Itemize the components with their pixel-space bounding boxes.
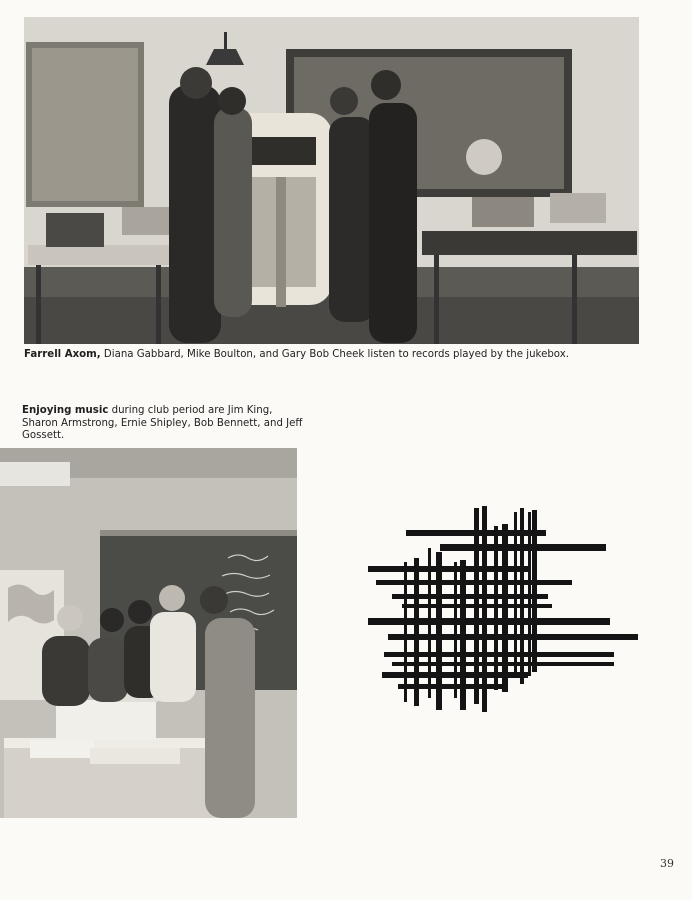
page-number: 39 (660, 857, 674, 870)
club-period-caption (22, 405, 304, 443)
crosshatch-ornament (362, 500, 644, 720)
jukebox-photo-art (24, 17, 639, 344)
caption-text: during club period are Jim King, Sharon Armstrong, Ernie Shipley, Bob Bennett, and Jeff Gossett. (22, 405, 303, 442)
caption-lead-name: Farrell Axom, (24, 349, 101, 360)
club-period-photo (0, 448, 297, 818)
caption-text: Diana Gabbard, Mike Boulton, and Gary Bob Cheek listen to records played by the jukebox. (100, 349, 569, 360)
club-period-photo-art (0, 448, 297, 818)
caption-lead-phrase: Enjoying music (22, 405, 109, 416)
jukebox-photo-caption (24, 349, 654, 362)
jukebox-photo (24, 17, 639, 344)
